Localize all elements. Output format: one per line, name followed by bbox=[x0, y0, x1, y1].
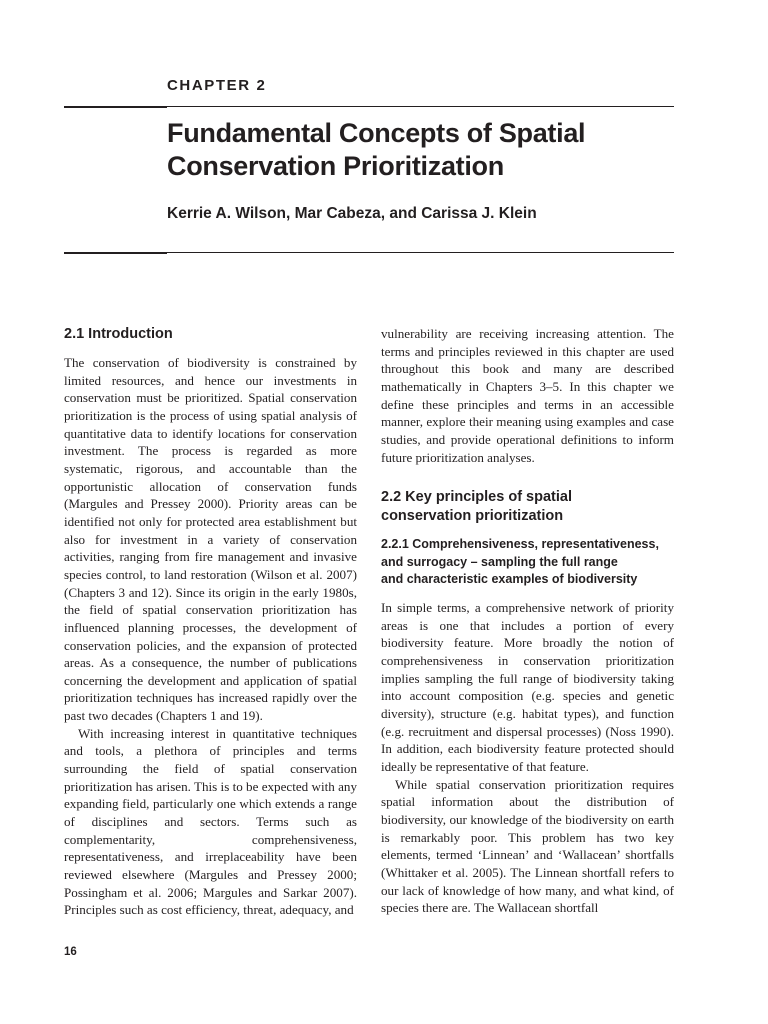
title-block-rule-thick bbox=[64, 252, 167, 254]
title-block-rule-thin bbox=[167, 252, 674, 253]
chapter-title-line-1: Fundamental Concepts of Spatial bbox=[167, 118, 586, 148]
right-column bbox=[381, 325, 674, 917]
comprehensiveness-paragraph-2: While spatial conservation prioritization requires spatial information about the distribution of biodiversity, our knowledge of the biodiversity on earth is remarkably poor. This problem has two key elements, termed ‘Linnean’ and ‘Wallacean’ shortfalls (Whittaker et al. 2005). The Linnean shortfall refers to our lack of knowledge of how many, and what kind, of species there are. The Wallacean shortfall bbox=[381, 776, 674, 916]
subsection-heading-line-1: 2.2.1 Comprehensiveness, representativeness, bbox=[381, 537, 659, 552]
chapter-authors: Kerrie A. Wilson, Mar Cabeza, and Carissa J. Klein bbox=[167, 205, 537, 222]
comprehensiveness-paragraph-1: In simple terms, a comprehensive network of priority areas is one that includes a portion of every biodiversity feature. More broadly the notion of comprehensiveness in conservation prioritization implies sampling the full range of biodiversity taking into account composition (e.g. species and genetic diversity), structure (e.g. habitat types), and function (e.g. recruitment and dispersal processes) (Noss 1990). In addition, each biodiversity feature protected should ideally be representative of that feature. bbox=[381, 600, 674, 774]
section-heading-key-principles bbox=[381, 488, 674, 526]
introduction-paragraph-2: With increasing interest in quantitative techniques and tools, a plethora of principles and terms surrounding the field of spatial conservation prioritization has arisen. This is to be expected with any expanding field, particularly one which extends a range of disciplines and sectors. Terms such as complementarity, comprehensiveness, representativeness, and irreplaceability have been reviewed elsewhere (Margules and Pressey 2000; Possingham et al. 2006; Margules and Sarkar 2007). Principles such as cost efficiency, threat, adequacy, and bbox=[64, 725, 357, 918]
subsection-heading-comprehensiveness bbox=[381, 536, 674, 589]
section-heading-line-1: 2.2 Key principles of spatial bbox=[381, 489, 572, 506]
section-heading-introduction: 2.1 Introduction bbox=[64, 326, 173, 342]
page-number: 16 bbox=[64, 946, 77, 958]
introduction-paragraph-1: The conservation of biodiversity is constrained by limited resources, and hence our investments in conservation must be prioritized. Spatial conservation prioritization is the process of using spatial analysis of quantitative data to identify locations for conservation investment. The process is regarded as more systematic, rigorous, and accountable than the opportunistic allocation of conservation funds (Margules and Pressey 2000). Priority areas can be identified not only for protected area establishment but also for investment in a variety of conservation activities, ranging from fire management and invasive species control, to land restoration (Wilson et al. 2007) (Chapters 3 and 12). Since its origin in the early 1980s, the field of spatial conservation prioritization has influenced planning processes, the development of conservation policies, and the expansion of protected areas. As a consequence, the number of publications concerning the development and application of spatial prioritization techniques has increased rapidly over the past two decades (Chapters 1 and 19). bbox=[64, 355, 357, 724]
subsection-heading-line-3: and characteristic examples of biodiversity bbox=[381, 572, 638, 587]
subsection-heading-line-2: and surrogacy – sampling the full range bbox=[381, 554, 618, 569]
chapter-title bbox=[167, 117, 687, 183]
section-heading-line-2: conservation prioritization bbox=[381, 508, 564, 525]
chapter-title-line-2: Conservation Prioritization bbox=[167, 151, 504, 181]
header-rule-thick bbox=[64, 106, 167, 108]
chapter-label: CHAPTER 2 bbox=[167, 77, 267, 94]
left-column bbox=[64, 325, 357, 919]
introduction-paragraph-continued: vulnerability are receiving increasing attention. The terms and principles reviewed in this chapter are used throughout this book and many are described mathematically in Chapters 3–5. In this chapter we define these principles and terms in an accessible manner, explore their meaning using examples and case studies, and provide operational definitions to inform future prioritization analyses. bbox=[381, 326, 674, 465]
header-rule-thin bbox=[167, 106, 674, 107]
